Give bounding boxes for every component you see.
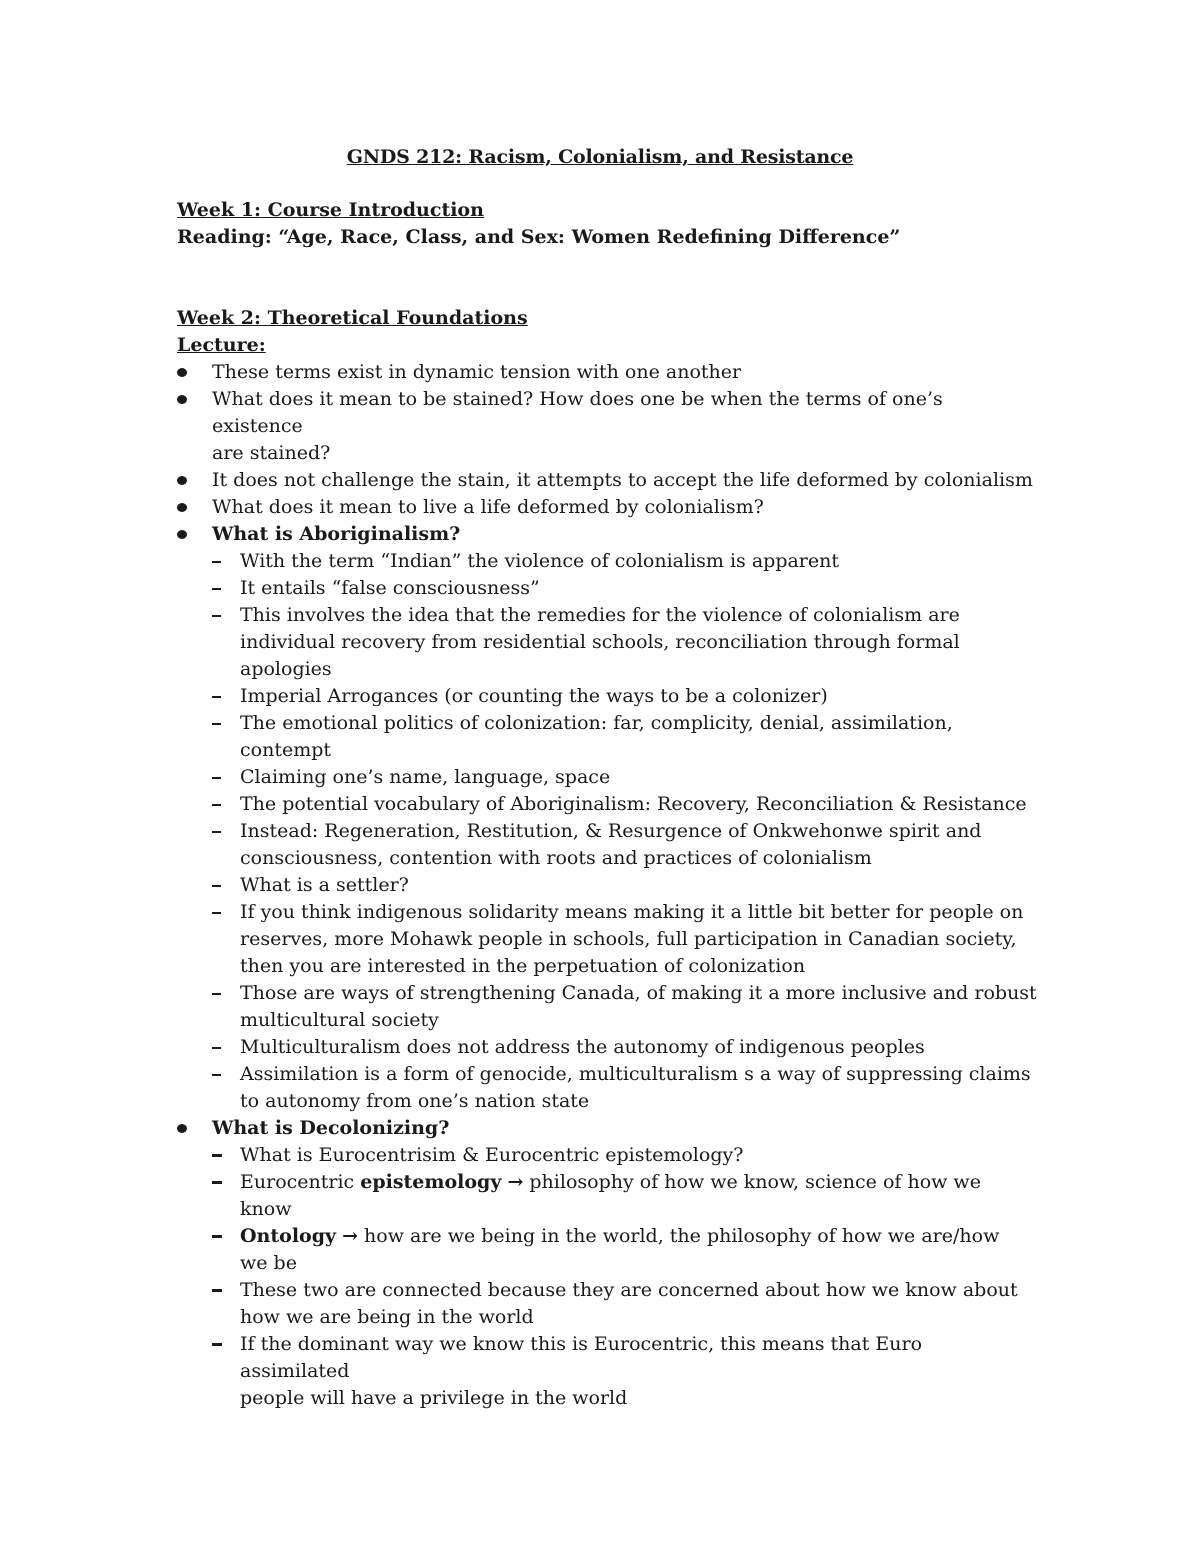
list-item: Those are ways of strengthening Canada, of making it a more inclusive and robust multicultural society (212, 980, 1037, 1034)
term-ontology: Ontology (240, 1225, 337, 1247)
list-item: Ontology → how are we being in the world, the philosophy of how we are/how we be (212, 1223, 1037, 1277)
dash-icon (212, 1154, 222, 1157)
list-item: Assimilation is a form of genocide, multiculturalism s a way of suppressing claims to autonomy from one’s nation state (212, 1061, 1037, 1115)
bullet-icon (177, 476, 187, 485)
arrow-right-icon: → (507, 1171, 524, 1193)
dash-icon (212, 561, 221, 563)
dash-icon (212, 804, 221, 806)
list-item: It does not challenge the stain, it attempts to accept the life deformed by colonialism (177, 467, 1037, 494)
dash-icon (212, 1074, 221, 1076)
dash-icon (212, 723, 221, 725)
dash-icon (212, 696, 221, 698)
list-item: Eurocentric epistemology → philosophy of how we know, science of how we know (212, 1169, 1037, 1223)
week1-section (177, 197, 1037, 251)
bullet-icon (177, 503, 187, 512)
week1-heading: Week 1: Course Introduction (177, 199, 484, 221)
dash-icon (212, 1289, 222, 1292)
dash-icon (212, 588, 221, 590)
lecture-label: Lecture: (177, 334, 266, 356)
bullet-icon (177, 530, 187, 539)
list-item: If the dominant way we know this is Eurocentric, this means that Euro assimilated people will have a privilege in the world (212, 1331, 1037, 1412)
list-item: What does it mean to live a life deformed by colonialism? (177, 494, 1037, 521)
week2-section (177, 305, 1037, 1412)
list-item: Multiculturalism does not address the autonomy of indigenous peoples (212, 1034, 1037, 1061)
list-item: These terms exist in dynamic tension with one another (177, 359, 1037, 386)
list-item: With the term “Indian” the violence of colonialism is apparent (212, 548, 1037, 575)
decolonizing-list (212, 1142, 1037, 1412)
week2-heading: Week 2: Theoretical Foundations (177, 307, 528, 329)
bullet-icon (177, 1124, 187, 1133)
aboriginalism-heading: What is Aboriginalism? (212, 523, 461, 545)
list-item: These two are connected because they are concerned about how we know about how we are being in the world (212, 1277, 1037, 1331)
list-item: Claiming one’s name, language, space (212, 764, 1037, 791)
list-item: What is a settler? (212, 872, 1037, 899)
list-item: This involves the idea that the remedies for the violence of colonialism are individual recovery from residential schools, reconciliation through formal apologies (212, 602, 1037, 683)
week1-reading: Reading: “Age, Race, Class, and Sex: Women Redefining Difference” (177, 226, 901, 248)
document-title: GNDS 212: Racism, Colonialism, and Resistance (346, 146, 854, 168)
term-epistemology: epistemology (360, 1171, 502, 1193)
dash-icon (212, 615, 221, 617)
aboriginalism-item (177, 521, 1037, 1115)
dash-icon (212, 993, 221, 995)
list-item: If you think indigenous solidarity means making it a little bit better for people on reserves, more Mohawk people in schools, full participation in Canadian society, then you are interested in the perpetuation of colonization (212, 899, 1037, 980)
dash-icon (212, 912, 221, 914)
dash-icon (212, 1235, 222, 1238)
list-item: The potential vocabulary of Aboriginalism: Recovery, Reconciliation & Resistance (212, 791, 1037, 818)
dash-icon (212, 1181, 222, 1184)
dash-icon (212, 831, 221, 833)
arrow-right-icon: → (342, 1225, 358, 1247)
list-item: What is Eurocentrisim & Eurocentric epistemology? (212, 1142, 1037, 1169)
decolonizing-heading: What is Decolonizing? (212, 1117, 450, 1139)
list-item: The emotional politics of colonization: far, complicity, denial, assimilation, contempt (212, 710, 1037, 764)
list-item: What does it mean to be stained? How does one be when the terms of one’s existence are stained? (177, 386, 1037, 467)
dash-icon (212, 777, 221, 779)
list-item: Imperial Arrogances (or counting the ways to be a colonizer) (212, 683, 1037, 710)
dash-icon (212, 1047, 221, 1049)
decolonizing-item (177, 1115, 1037, 1412)
list-item: It entails “false consciousness” (212, 575, 1037, 602)
bullet-icon (177, 368, 187, 377)
dash-icon (212, 885, 221, 887)
dash-icon (212, 1343, 222, 1346)
lecture-bullets (177, 359, 1037, 1412)
aboriginalism-list (212, 548, 1037, 1115)
bullet-icon (177, 395, 187, 404)
list-item: Instead: Regeneration, Restitution, & Resurgence of Onkwehonwe spirit and consciousness, contention with roots and practices of colonialism (212, 818, 1037, 872)
